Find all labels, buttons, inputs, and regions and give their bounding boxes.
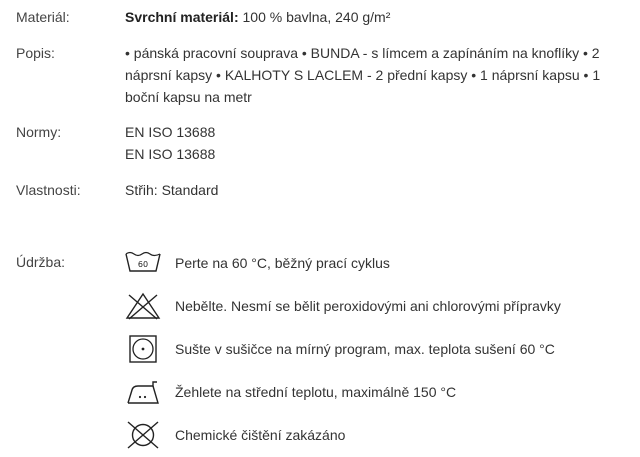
- material-label: Materiál:: [16, 9, 70, 25]
- no-bleach-icon: [125, 291, 161, 321]
- material-value: [125, 6, 625, 28]
- wash-temp-label: 60: [137, 260, 149, 269]
- properties-row: [16, 179, 634, 201]
- norms-list: [125, 121, 625, 165]
- no-dry-clean-icon: [125, 420, 161, 450]
- care-label: Údržba:: [16, 254, 66, 270]
- wash-60-icon: [125, 248, 161, 278]
- care-text: Chemické čištění zakázáno: [175, 427, 346, 443]
- norms-label: Normy:: [16, 124, 62, 140]
- description-row: [16, 42, 634, 108]
- care-text: Nebělte. Nesmí se bělit peroxidovými ani chlorovými přípravky: [175, 298, 561, 314]
- material-text: 100 % bavlna, 240 g/m²: [238, 9, 391, 25]
- care-text: Žehlete na střední teplotu, maximálně 150 °C: [175, 384, 457, 400]
- norms-row: [16, 121, 634, 165]
- care-text: Sušte v sušičce na mírný program, max. teplota sušení 60 °C: [175, 341, 555, 357]
- norm-item: EN ISO 13688: [125, 146, 216, 162]
- care-text: Perte na 60 °C, běžný prací cyklus: [175, 255, 390, 271]
- properties-text: Střih: Standard: [125, 182, 219, 198]
- material-row: [16, 6, 634, 28]
- iron-medium-icon: [125, 377, 161, 407]
- description-label: Popis:: [16, 45, 55, 61]
- material-bold: Svrchní materiál:: [125, 9, 239, 25]
- properties-label: Vlastnosti:: [16, 182, 81, 198]
- description-text: • pánská pracovní souprava • BUNDA - s límcem a zapínáním na knoflíky • 2 náprsní kapsy • KALHOTY S LACLEM - 2 přední kapsy • 1 náprsní kapsu • 1 boční kapsu na metr: [125, 45, 601, 105]
- norm-item: EN ISO 13688: [125, 124, 216, 140]
- tumble-dry-low-icon: [125, 334, 161, 364]
